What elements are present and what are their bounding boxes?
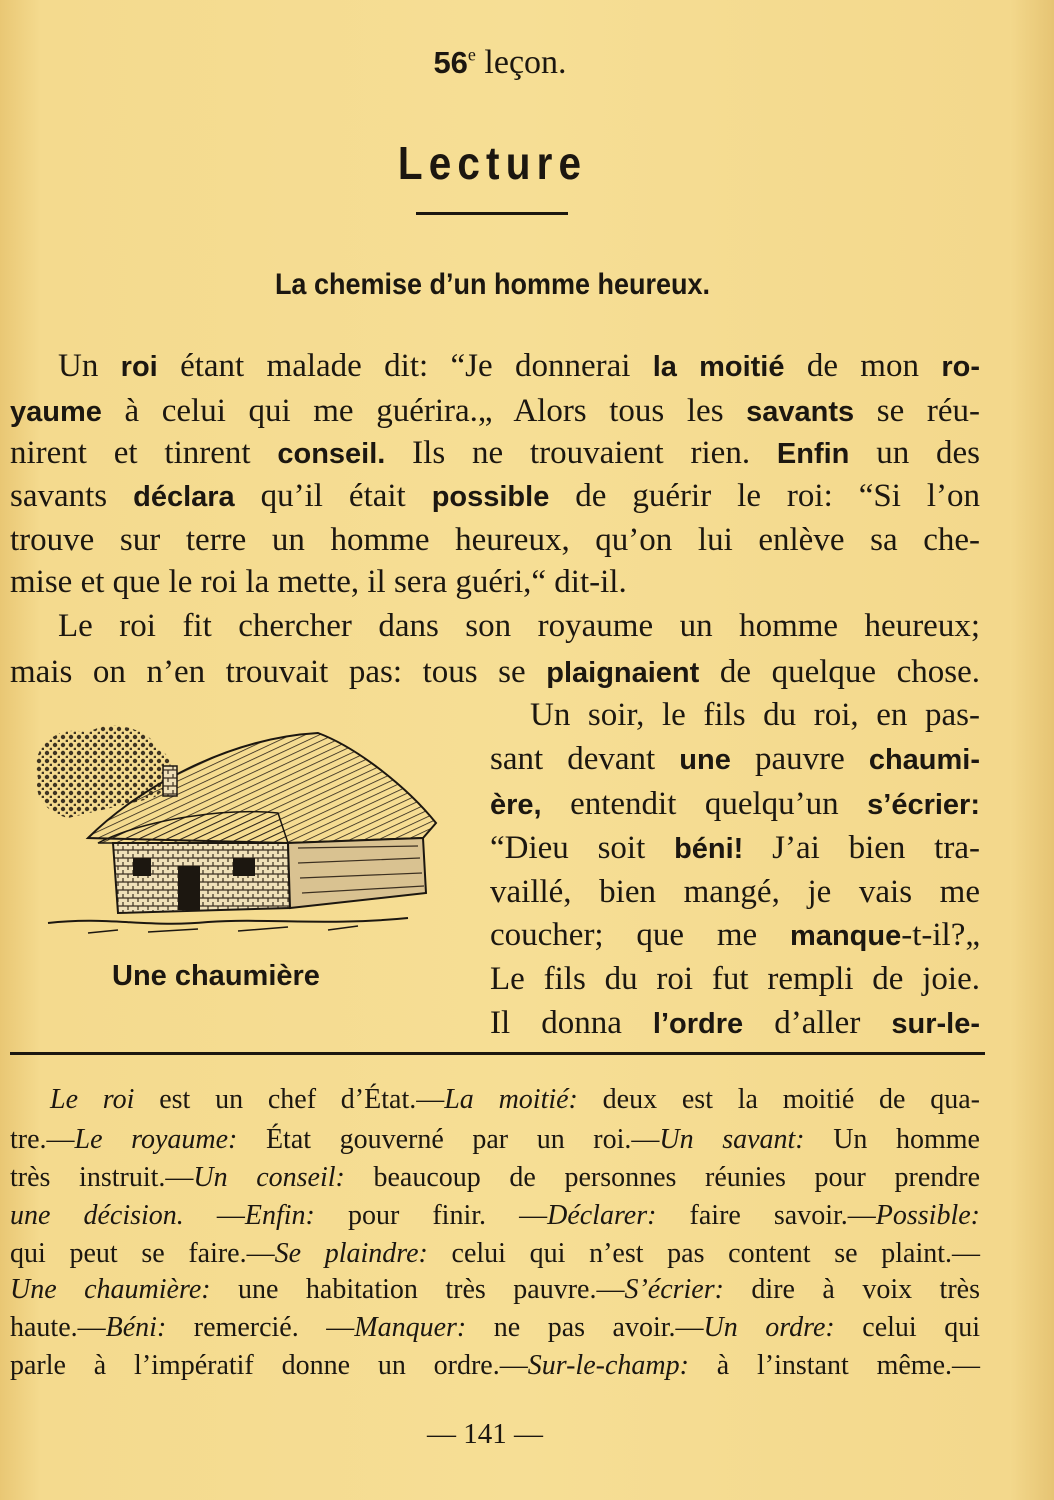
story-line: “Dieu soit béni! J’ai bien tra- (490, 830, 980, 866)
story-line: coucher; que me manque-t-il?„ (490, 917, 980, 953)
vocab-note-line: tre.—Le royaume: État gouverné par un roi.—Un savant: Un homme (10, 1124, 980, 1155)
page-number: — 141 — (427, 1418, 543, 1450)
story-line: trouve sur terre un homme heureux, qu’on lui enlève sa che- (10, 522, 980, 558)
section-divider (10, 1052, 985, 1055)
vocab-note-line: une décision. —Enfin: pour finir. —Déclarer: faire savoir.—Possible: (10, 1200, 980, 1231)
vocab-note-line: Le roi est un chef d’État.—La moitié: deux est la moitié de qua- (50, 1084, 981, 1115)
title-underline (416, 212, 568, 215)
lesson-word: leçon. (484, 44, 567, 81)
lesson-heading (0, 44, 1000, 82)
vocab-note-line: qui peut se faire.—Se plaindre: celui qui n’est pas content se plaint.— (10, 1238, 980, 1269)
story-line: Le fils du roi fut rempli de joie. (490, 961, 980, 997)
illustration-caption: Une chaumière (112, 960, 320, 992)
story-line: Il donna l’ordre d’aller sur-le- (490, 1005, 980, 1041)
lesson-number: 56 (433, 45, 468, 80)
story-line: yaume à celui qui me guérira.„ Alors tous les savants se réu- (10, 393, 981, 429)
story-line: mais on n’en trouvait pas: tous se plaignaient de quelque chose. (10, 654, 981, 690)
vocab-note-line: parle à l’impératif donne un ordre.—Sur-le-champ: à l’instant même.— (10, 1350, 981, 1381)
story-line: savants déclara qu’il était possible de guérir le roi: “Si l’on (10, 478, 980, 514)
story-line: Un soir, le fils du roi, en pas- (530, 697, 980, 733)
story-line: vaillé, bien mangé, je vais me (490, 874, 980, 910)
story-line: Un roi étant malade dit: “Je donnerai la moitié de mon ro- (58, 348, 980, 384)
story-line: mise et que le roi la mette, il sera guéri,“ dit-il. (10, 564, 627, 600)
vocab-note-line: haute.—Béni: remercié. —Manquer: ne pas avoir.—Un ordre: celui qui (10, 1312, 981, 1343)
story-title: La chemise d’un homme heureux. (274, 268, 711, 301)
story-line: sant devant une pauvre chaumi- (490, 741, 980, 777)
thatched-cottage-illustration (28, 718, 448, 948)
lesson-number-suffix: e (467, 44, 476, 65)
story-line: Le roi fit chercher dans son royaume un homme heureux; (58, 608, 980, 644)
story-line: ère, entendit quelqu’un s’écrier: (490, 786, 980, 822)
story-line: nirent et tinrent conseil. Ils ne trouvaient rien. Enfin un des (10, 435, 980, 471)
vocab-note-line: très instruit.—Un conseil: beaucoup de personnes réunies pour prendre (10, 1162, 980, 1193)
page-title: Lecture (397, 137, 588, 189)
vocab-note-line: Une chaumière: une habitation très pauvre.—S’écrier: dire à voix très (10, 1274, 980, 1305)
